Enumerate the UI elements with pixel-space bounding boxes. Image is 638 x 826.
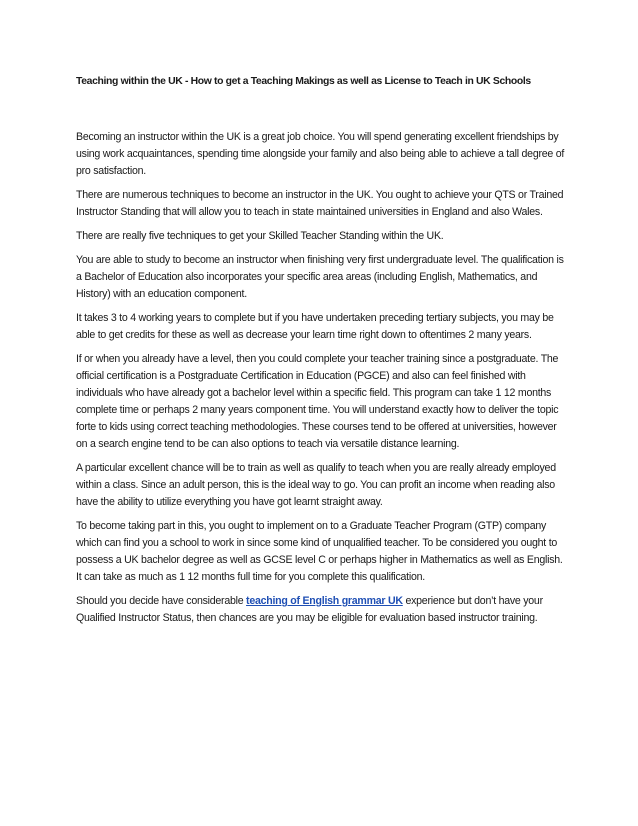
paragraph-8: To become taking part in this, you ought to implement on to a Graduate Teacher Program (GTP) company which can find you a school to work in since some kind of unqualified teacher. To be considered you ought to possess a UK bachelor degree as well as GCSE level C or perhaps higher in Mathematics as well as English. It can take as much as 1 12 months full time for you complete this qualification. — [76, 520, 563, 583]
document-title: Teaching within the UK - How to get a Teaching Makings as well as License to Teach in UK Schools — [76, 76, 531, 87]
document-page — [76, 73, 570, 634]
paragraph-7: A particular excellent chance will be to train as well as qualify to teach when you are really already employed within a class. Since an adult person, this is the ideal way to go. You can profit an income when reading also have the ability to utilize everything you have got learnt straight away. — [76, 462, 556, 508]
paragraph-9-text-before: Should you decide have considerable — [76, 595, 247, 607]
paragraph-2: There are numerous techniques to become an instructor in the UK. You ought to achieve your QTS or Trained Instructor Standing that will allow you to teach in state maintained universities in England and also Wales. — [76, 189, 564, 218]
paragraph-6: If or when you already have a level, then you could complete your teacher training since a postgraduate. The official certification is a Postgraduate Certification in Education (PGCE) and also can feel finished with individuals who have already got a bachelor level within a specific field. This program can take 1 12 months complete time or perhaps 2 many years component time. You will understand exactly how to deliver the topic forte to kids using correct teaching methodologies. These courses tend to be offered at universities, however on a search engine tend to be can also options to teach via versatile distance learning. — [76, 353, 559, 450]
paragraph-4: You are able to study to become an instructor when finishing very first undergraduate level. The qualification is a Bachelor of Education also incorporates your specific area areas (including English, Mathematics, and History) with an education component. — [76, 254, 564, 300]
paragraph-9 — [76, 593, 570, 627]
paragraph-9-text-after: experience but don’t have your Qualified Instructor Status, then chances are you may be eligible for evaluation based instructor training. — [76, 595, 543, 624]
paragraph-5: It takes 3 to 4 working years to complete but if you have undertaken preceding tertiary subjects, you may be able to get credits for these as well as decrease your learn time right down to oftentimes 2 many years. — [76, 312, 554, 341]
paragraph-1: Becoming an instructor within the UK is a great job choice. You will spend generating excellent friendships by using work acquaintances, spending time alongside your family and also being able to achieve a tall degree of pro satisfaction. — [76, 131, 565, 177]
grammar-link[interactable]: teaching of English grammar UK — [246, 595, 403, 607]
paragraph-3: There are really five techniques to get your Skilled Teacher Standing within the UK. — [76, 230, 444, 242]
